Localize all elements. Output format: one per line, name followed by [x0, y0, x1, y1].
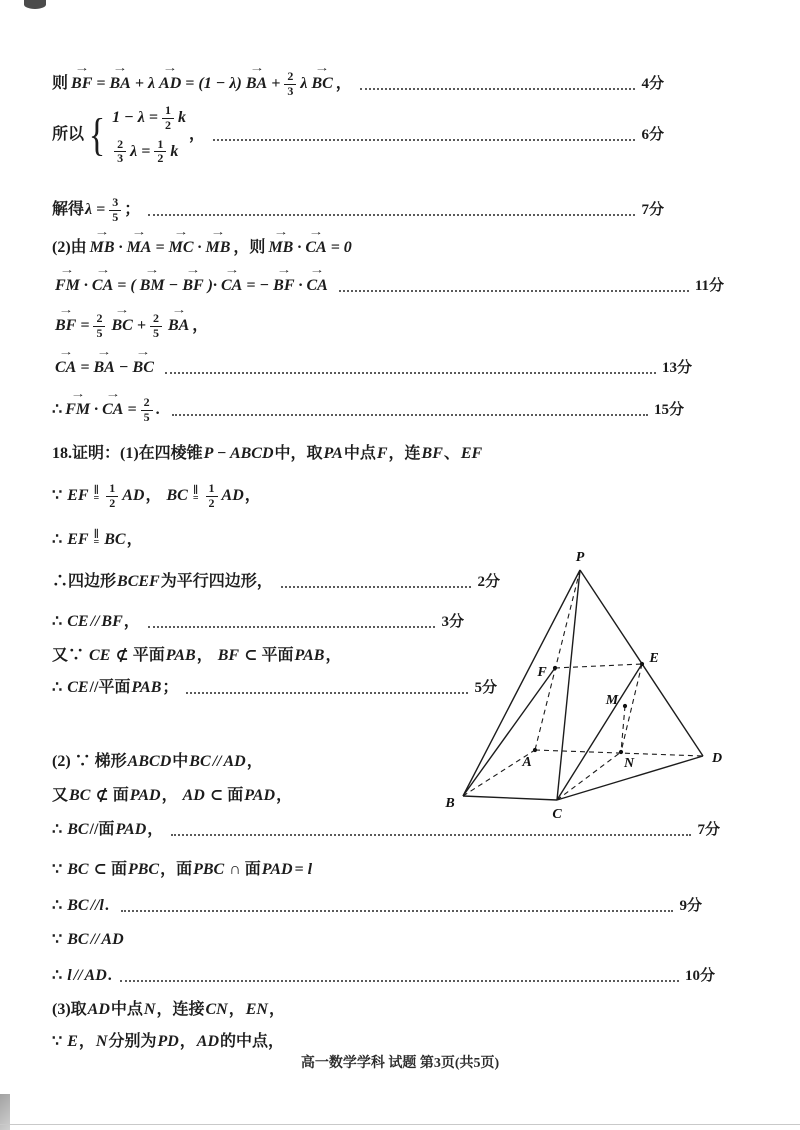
dot-leader	[121, 900, 674, 912]
score-label: 5分	[474, 679, 497, 696]
vertex-label-C: C	[552, 807, 562, 822]
answer-line-2	[52, 104, 664, 166]
vector-term: → BM	[140, 276, 165, 296]
plain-text: ，	[189, 126, 206, 144]
math-text: //	[90, 613, 100, 630]
fraction-numerator: 1	[206, 482, 218, 497]
math-text: //	[73, 967, 83, 984]
plain-text: ，	[192, 317, 209, 335]
plain-text: ，连接	[156, 1001, 205, 1018]
score-label: 6分	[641, 126, 664, 143]
vertex-label-M: M	[605, 693, 619, 708]
fraction-numerator: 1	[106, 482, 118, 497]
math-text: AD	[196, 1033, 220, 1050]
cases-group	[86, 104, 187, 166]
dot-leader	[165, 362, 656, 374]
math-text: CE	[67, 679, 89, 696]
fraction-denominator: 2	[157, 151, 164, 166]
plain-text: ，	[244, 487, 261, 505]
math-text: BC	[166, 487, 188, 505]
dot-leader	[148, 204, 635, 216]
answer-line-3	[52, 196, 664, 225]
vertex-label-F: F	[537, 665, 547, 680]
page-footer: 高一数学学科 试题 第3页(共5页)	[300, 1056, 500, 1071]
plain-text: 分别为	[108, 1033, 157, 1050]
dot-leader	[339, 280, 689, 292]
fraction-denominator: 5	[96, 325, 103, 340]
plain-text: ，则	[233, 239, 266, 256]
vector-term: → BF	[71, 74, 92, 94]
math-text: BC	[69, 787, 91, 804]
plain-text: ，	[161, 787, 182, 804]
math-text: BF	[101, 613, 123, 630]
answer-line-11	[52, 530, 143, 550]
vector-term: → CA	[221, 276, 242, 296]
math-text: PAD	[129, 787, 161, 804]
dot-leader	[186, 682, 468, 694]
plain-text: 则	[52, 75, 69, 93]
math-text: = (	[117, 277, 136, 294]
score-label: 2分	[477, 573, 500, 590]
dot-leader	[213, 129, 635, 141]
plain-text: 为平行四边形，	[160, 573, 273, 590]
plain-text: ，	[145, 487, 166, 505]
answer-line-7	[52, 358, 692, 378]
fraction	[154, 138, 166, 167]
vector-term: → CA	[92, 276, 113, 296]
answer-line-19	[52, 860, 313, 880]
math-text: −	[118, 359, 129, 376]
symbol-row: =	[192, 493, 199, 505]
score-label: 13分	[661, 359, 692, 376]
fraction-numerator: 2	[284, 70, 296, 85]
answer-line-23	[52, 1000, 285, 1020]
score-label: 9分	[679, 897, 702, 914]
edge-EN	[621, 664, 642, 752]
math-text: E	[67, 1033, 78, 1050]
math-text: l	[67, 967, 72, 984]
math-text: = l	[294, 861, 313, 878]
math-text: =	[80, 317, 90, 335]
answer-line-14	[52, 646, 341, 666]
vertex-label-E: E	[649, 651, 659, 666]
vector-term: → BF	[273, 276, 294, 296]
vertex-label-A: A	[522, 755, 532, 770]
dot-leader	[148, 616, 436, 628]
edge-BC	[463, 796, 557, 800]
fraction-numerator: 2	[150, 312, 162, 327]
math-text: =	[127, 401, 137, 419]
plain-text: ，	[228, 1001, 245, 1018]
plain-text: 、	[443, 445, 460, 462]
score-label: 7分	[641, 201, 664, 218]
plain-text: ，	[335, 75, 352, 93]
plain-text: ⊄ 面	[91, 787, 129, 804]
fraction-numerator: 1	[154, 138, 166, 153]
vector-term: → BF	[182, 276, 203, 296]
score-label: 3分	[441, 613, 464, 630]
plain-text: (2) ∵ 梯形	[52, 753, 127, 770]
math-text: =	[155, 239, 165, 256]
parallel-equal-symbol	[93, 484, 100, 505]
math-text: AD	[87, 1001, 110, 1018]
plain-text: ∵	[52, 487, 67, 505]
fraction	[114, 138, 126, 167]
math-text: λ	[300, 75, 308, 93]
math-text: PAB	[294, 647, 325, 664]
plain-text: (2)由	[52, 239, 87, 256]
answer-line-6	[52, 312, 208, 341]
plain-text: ⊄ 平面	[111, 647, 165, 664]
plain-text: ，面	[160, 861, 193, 878]
answer-line-17	[52, 786, 292, 806]
answer-line-4	[52, 238, 353, 258]
math-text: ·	[197, 239, 202, 256]
math-text: =	[96, 75, 106, 93]
plain-text: ∵	[52, 1033, 67, 1050]
scan-artifact-top	[24, 0, 46, 9]
vector-term: → MB	[90, 238, 115, 258]
vector-term: → AD	[159, 74, 181, 94]
plain-text: ∴	[52, 967, 67, 984]
plain-text: ∴	[52, 401, 63, 419]
fraction	[206, 482, 218, 511]
vector-term: → BA	[93, 358, 114, 378]
math-text: = −	[246, 277, 270, 294]
plain-text: ∴	[52, 679, 67, 696]
math-text: EN	[245, 1001, 268, 1018]
vector-term: → CA	[305, 238, 326, 258]
score-label: 10分	[684, 967, 715, 984]
math-text: CE	[67, 613, 89, 630]
score-label: 15分	[653, 401, 684, 418]
fraction-denominator: 3	[117, 151, 124, 166]
math-text: +	[136, 317, 146, 335]
math-text: = (1 − λ)	[185, 75, 242, 93]
plain-text: ，	[123, 613, 140, 630]
plain-text: ；	[162, 679, 179, 696]
plain-text: ∴	[52, 613, 67, 630]
answer-line-20	[52, 896, 702, 916]
math-text: ·	[83, 277, 88, 294]
math-text: BC	[104, 531, 126, 548]
fraction	[93, 312, 105, 341]
vector-term: → MB	[268, 238, 293, 258]
fraction-denominator: 2	[165, 117, 172, 132]
math-text: PAB	[165, 647, 196, 664]
score-label: 7分	[697, 821, 720, 838]
plain-text: 的中点，	[220, 1033, 285, 1050]
fraction-denominator: 3	[287, 83, 294, 98]
plain-text: .	[104, 897, 113, 914]
plain-text: ∩ 面	[225, 861, 261, 878]
symbol-row: ∥	[93, 484, 100, 496]
math-text: λ =	[85, 201, 106, 219]
symbol-row: =	[93, 493, 100, 505]
pyramid-diagram-svg	[435, 548, 735, 824]
math-text: BCEF	[117, 573, 160, 590]
math-text: ABCD	[127, 753, 172, 770]
fraction	[106, 482, 118, 511]
math-text: + λ	[134, 75, 156, 93]
vector-term: → BA	[168, 316, 189, 336]
math-text: ·	[94, 401, 99, 419]
answer-line-9	[52, 444, 483, 464]
plain-text: ⊂ 面	[205, 787, 244, 804]
edge-FE	[555, 664, 642, 668]
vector-term: → CA	[306, 276, 327, 296]
math-text: F	[376, 445, 388, 462]
dot-leader	[120, 970, 679, 982]
math-text: PBC	[193, 861, 225, 878]
dot-leader	[360, 78, 636, 90]
math-text: //l	[90, 897, 104, 914]
vector-term: → FM	[65, 400, 90, 420]
plain-text: //平面	[89, 679, 131, 696]
plain-text: .	[107, 967, 112, 984]
math-text: )·	[207, 277, 217, 294]
math-text: //	[90, 931, 100, 948]
math-text: BC	[67, 897, 89, 914]
math-text: = 0	[330, 239, 352, 256]
math-text: PD	[157, 1033, 179, 1050]
point-dot-A	[533, 748, 537, 752]
answer-line-12	[52, 572, 500, 592]
parallel-equal-symbol	[192, 484, 199, 505]
fraction	[109, 196, 121, 225]
plain-text: ∴	[52, 531, 67, 548]
score-label: 4分	[641, 75, 664, 92]
math-text: PA	[323, 445, 343, 462]
fraction-numerator: 2	[93, 312, 105, 327]
math-text: PAB	[131, 679, 162, 696]
plain-text: ⊂ 面	[89, 861, 127, 878]
answer-line-1	[52, 70, 664, 99]
parallel-equal-symbol	[93, 528, 100, 548]
answer-line-15	[52, 678, 497, 698]
plain-text: ，	[276, 787, 293, 804]
fraction-denominator: 5	[143, 409, 150, 424]
math-text: BF	[421, 445, 443, 462]
math-text: AD	[122, 487, 145, 505]
plain-text: //面	[89, 821, 115, 838]
math-text: λ =	[130, 142, 151, 160]
plain-text: ∵	[52, 931, 67, 948]
math-text: PAD	[261, 861, 293, 878]
plain-text: 解得	[52, 201, 85, 219]
fraction-denominator: 5	[152, 325, 159, 340]
math-text: BC	[189, 753, 211, 770]
dot-leader	[171, 824, 691, 836]
vector-term: → BC	[111, 316, 132, 336]
math-text: 1 − λ =	[112, 109, 159, 127]
edge-PC	[557, 570, 580, 800]
answer-line-13	[52, 612, 464, 632]
vertex-label-N: N	[623, 756, 635, 771]
answer-line-16	[52, 752, 263, 772]
plain-text: ，	[268, 1001, 285, 1018]
edge-AD	[535, 750, 703, 756]
vector-term: → BA	[109, 74, 130, 94]
math-text: +	[271, 75, 281, 93]
vertex-label-D: D	[711, 751, 723, 766]
math-text: AD	[101, 931, 124, 948]
math-text: PAD	[244, 787, 276, 804]
answer-line-21	[52, 930, 125, 950]
math-text: //	[212, 753, 222, 770]
math-text: ·	[118, 239, 123, 256]
vector-term: → CA	[55, 358, 76, 378]
math-text: EF	[67, 531, 89, 548]
math-text: ·	[297, 239, 302, 256]
answer-line-22	[52, 966, 715, 986]
math-text: CN	[205, 1001, 228, 1018]
math-text: N	[95, 1033, 108, 1050]
plain-text: 中，取	[274, 445, 323, 462]
math-text: PAD	[115, 821, 147, 838]
fraction-numerator: 1	[162, 104, 174, 119]
plain-text: 所以	[52, 126, 85, 144]
cases-row	[111, 104, 187, 133]
fraction	[141, 396, 153, 425]
plain-text: ，	[126, 531, 143, 548]
vector-term: → MC	[169, 238, 194, 258]
fraction	[162, 104, 174, 133]
plain-text: ，	[325, 647, 342, 664]
edge-CE	[557, 664, 642, 800]
symbol-row: ∥	[193, 484, 199, 496]
vector-term: → MB	[206, 238, 231, 258]
math-text: EF	[67, 487, 89, 505]
score-label: 11分	[694, 277, 724, 294]
fraction-denominator: 2	[109, 495, 116, 510]
vertex-label-P: P	[575, 550, 585, 565]
edge-PA	[535, 570, 580, 750]
answer-line-24	[52, 1032, 284, 1052]
math-text: BC	[67, 861, 89, 878]
point-dot-F	[553, 666, 557, 670]
edge-BF	[463, 668, 555, 796]
plain-text: ∴四边形	[52, 573, 117, 590]
fraction	[150, 312, 162, 341]
math-text: BC	[67, 821, 89, 838]
fraction-numerator: 3	[109, 196, 121, 211]
answer-line-5	[52, 276, 724, 296]
fraction	[284, 70, 296, 99]
plain-text: ，	[246, 753, 263, 770]
vector-term: → BA	[246, 74, 267, 94]
plain-text: ，	[196, 647, 217, 664]
fraction-numerator: 2	[114, 138, 126, 153]
math-text: EF	[460, 445, 483, 462]
vector-term: → FM	[55, 276, 80, 296]
math-text: −	[168, 277, 179, 294]
math-text: k	[178, 109, 187, 127]
plain-text: .	[155, 401, 164, 419]
vector-term: → BC	[311, 74, 332, 94]
point-dot-N	[619, 750, 623, 754]
point-dot-M	[623, 704, 627, 708]
math-text: BC	[67, 931, 89, 948]
math-text: PBC	[127, 861, 160, 878]
vector-term: → CA	[102, 400, 123, 420]
plain-text: ，	[179, 1033, 196, 1050]
math-text: CE	[89, 647, 111, 664]
plain-text: ∴	[52, 897, 67, 914]
plain-text: ，连	[388, 445, 421, 462]
plain-text: 中点	[343, 445, 376, 462]
plain-text: ，	[147, 821, 164, 838]
plain-text: 18.证明：(1)在四棱锥	[52, 445, 203, 462]
fraction-denominator: 5	[112, 209, 119, 224]
plain-text: ，	[78, 1033, 95, 1050]
math-text: AD	[84, 967, 107, 984]
point-dot-E	[640, 662, 644, 666]
fraction-denominator: 2	[208, 495, 215, 510]
scan-edge-line	[0, 1124, 800, 1125]
plain-text: 又∵	[52, 647, 89, 664]
math-text: N	[143, 1001, 156, 1018]
dot-leader	[172, 404, 648, 416]
cases-row	[111, 138, 187, 167]
left-brace: {	[88, 109, 106, 161]
math-text: =	[80, 359, 90, 376]
plain-text: 又	[52, 787, 69, 804]
plain-text: 中	[172, 753, 189, 770]
math-text: AD	[182, 787, 205, 804]
vector-term: → BC	[133, 358, 154, 378]
answer-line-8	[52, 396, 684, 425]
math-text: ·	[298, 277, 303, 294]
edge-CN	[557, 752, 621, 800]
plain-text: ；	[124, 201, 141, 219]
vertex-label-B: B	[445, 796, 455, 811]
math-text: k	[170, 142, 179, 160]
plain-text: ∵	[52, 861, 67, 878]
vector-term: → BF	[55, 316, 76, 336]
plain-text: ∴	[52, 821, 67, 838]
math-text: AD	[221, 487, 244, 505]
plain-text: (3)取	[52, 1001, 87, 1018]
math-text: BF	[217, 647, 240, 664]
pyramid-diagram	[435, 548, 735, 824]
plain-text: ⊂ 平面	[240, 647, 294, 664]
symbol-row: =	[93, 537, 100, 548]
fraction-numerator: 2	[141, 396, 153, 411]
cases-rows	[111, 104, 187, 166]
vector-term: → MA	[127, 238, 152, 258]
math-text: P − ABCD	[203, 445, 274, 462]
math-text: AD	[223, 753, 246, 770]
symbol-row: ∥	[93, 528, 100, 540]
plain-text: 中点	[110, 1001, 143, 1018]
answer-line-10	[52, 482, 261, 511]
